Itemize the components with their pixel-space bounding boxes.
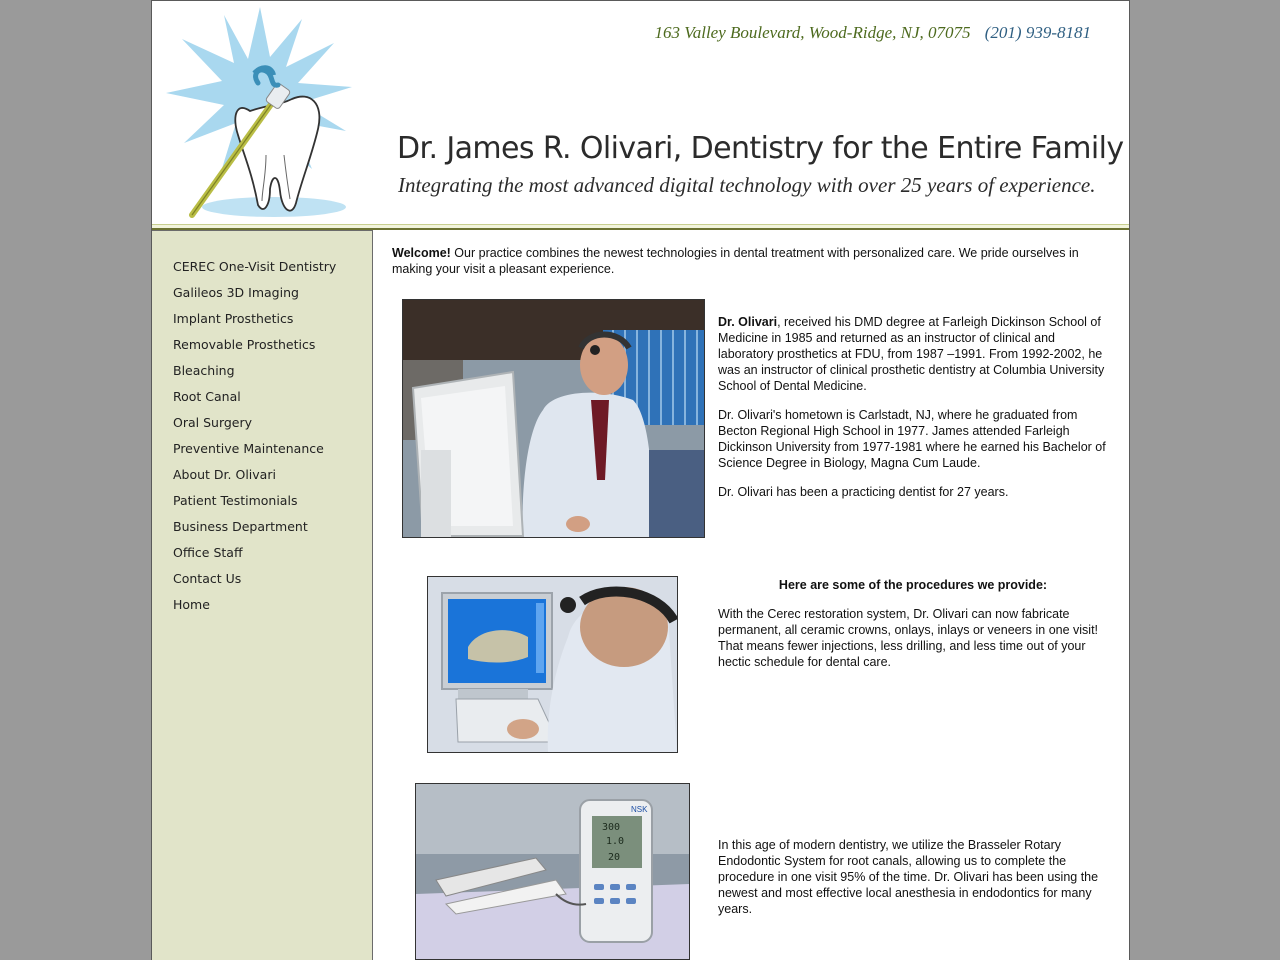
device-readout-3: 20 xyxy=(608,852,621,863)
endodontic-photo xyxy=(415,783,690,960)
nav-link-business-department[interactable]: Business Department xyxy=(173,519,308,534)
cerec-photo xyxy=(427,576,678,753)
site-tagline: Integrating the most advanced digital technology with over 25 years of experience. xyxy=(398,173,1096,197)
contact-line xyxy=(654,23,1091,43)
site-title: Dr. James R. Olivari, Dentistry for the Entire Family xyxy=(397,131,1124,166)
nav-link-about[interactable]: About Dr. Olivari xyxy=(173,467,276,482)
nav-link-home[interactable]: Home xyxy=(173,597,210,612)
procedures-heading: Here are some of the procedures we provide: xyxy=(778,578,1048,592)
doctor-at-computer-image xyxy=(403,300,704,537)
bio-paragraph-3: Dr. Olivari has been a practicing dentist for 27 years. xyxy=(718,485,1009,499)
endodontic-device-image xyxy=(416,784,689,959)
endodontic-text xyxy=(718,837,1108,930)
nav-link-office-staff[interactable]: Office Staff xyxy=(173,545,243,560)
nav-link-bleaching[interactable]: Bleaching xyxy=(173,363,235,378)
device-readout-2: 1.0 xyxy=(606,836,625,847)
cerec-paragraph: With the Cerec restoration system, Dr. Olivari can now fabricate permanent, all ceramic crowns, onlays, inlays or veneers in one visit! That means fewer injections, less drilling, and less time out of your hectic schedule for dental care. xyxy=(718,607,1099,669)
welcome-lead: Welcome! xyxy=(392,246,451,260)
sidebar-nav xyxy=(152,231,372,623)
device-readout-1: 300 xyxy=(602,822,621,833)
cerec-system-image xyxy=(428,577,677,752)
welcome-text: Our practice combines the newest technologies in dental treatment with personalized care. We pride ourselves in making your visit a pleasant experience. xyxy=(392,246,1079,276)
sidebar xyxy=(152,230,373,960)
bio-paragraph-2: Dr. Olivari's hometown is Carlstadt, NJ, where he graduated from Becton Regional High School in 1977. James attended Farleigh Dickinson University from 1977-1981 where he earned his Bachelor of Science Degree in Biology, Magna Cum Laude. xyxy=(718,408,1106,470)
bio-text xyxy=(718,314,1108,513)
nav-link-cerec[interactable]: CEREC One-Visit Dentistry xyxy=(173,259,337,274)
endodontic-paragraph: In this age of modern dentistry, we utilize the Brasseler Rotary Endodontic System for root canals, allowing us to complete the procedure in one visit 95% of the time. Dr. Olivari has been using the newest and most effective local anesthesia in endodontics for many years. xyxy=(718,838,1099,916)
phone-text: (201) 939-8181 xyxy=(984,23,1091,42)
nav-link-galileos[interactable]: Galileos 3D Imaging xyxy=(173,285,299,300)
nav-link-preventive-maintenance[interactable]: Preventive Maintenance xyxy=(173,441,324,456)
nav-link-root-canal[interactable]: Root Canal xyxy=(173,389,241,404)
nav-link-removable-prosthetics[interactable]: Removable Prosthetics xyxy=(173,337,316,352)
device-brand: NSK xyxy=(631,805,648,814)
nav-link-testimonials[interactable]: Patient Testimonials xyxy=(173,493,298,508)
nav-link-implant-prosthetics[interactable]: Implant Prosthetics xyxy=(173,311,294,326)
procedures-text xyxy=(718,577,1108,683)
bio-p1-text: , received his DMD degree at Farleigh Dickinson School of Medicine in 1985 and returned as an instructor of clinical and laboratory prosthetics at FDU, from 1987 –1991. From 1992-2002, he was an instructor of clinical prosthetic dentistry at Columbia University School of Dental Medicine. xyxy=(718,315,1105,393)
address-text: 163 Valley Boulevard, Wood-Ridge, NJ, 07075 xyxy=(654,23,971,42)
bio-name: Dr. Olivari xyxy=(718,315,778,329)
page xyxy=(151,0,1130,960)
welcome-paragraph xyxy=(392,245,1114,277)
doctor-photo xyxy=(402,299,705,538)
tooth-toothbrush-logo-icon xyxy=(162,5,358,221)
nav-link-contact[interactable]: Contact Us xyxy=(173,571,242,586)
header xyxy=(152,0,1129,227)
nav-link-oral-surgery[interactable]: Oral Surgery xyxy=(173,415,253,430)
bio-paragraph-1 xyxy=(718,314,1108,394)
